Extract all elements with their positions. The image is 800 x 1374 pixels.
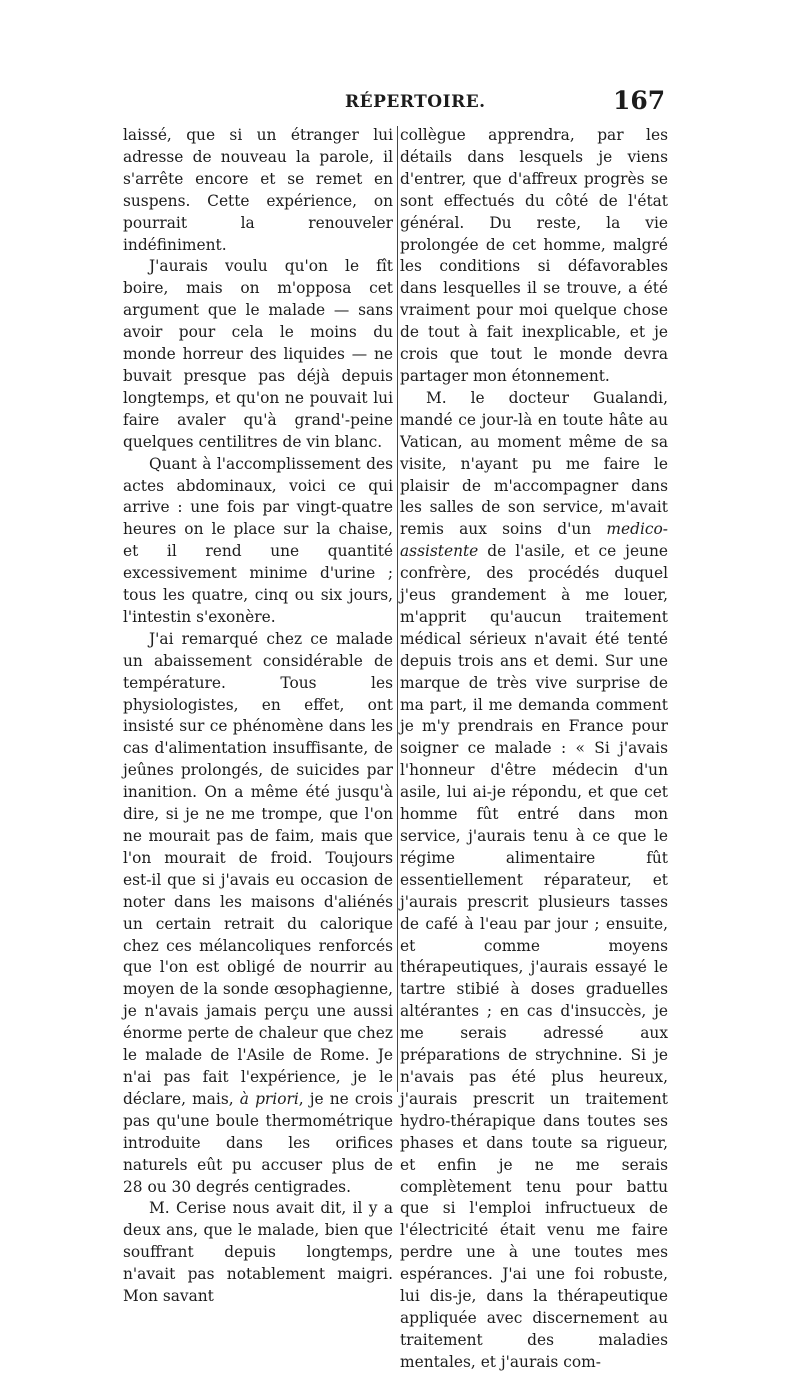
left-column [123, 125, 393, 1308]
text-run: de l'asile, et ce jeune confrère, des procédés duquel j'eus grandement à me louer, m'apprit qu'aucun traitement médical sérieux n'avait été tenté depuis trois ans et demi. Sur une marque de très vive surprise de ma part, il me demanda comment je m'y prendrais en France pour soigner ce malade : « Si j'avais l'honneur d'être médecin d'un asile, lui ai-je répondu, et que cet homme fût entré dans mon service, j'aurais tenu à ce que le régime alimentaire fût essentiellement réparateur, et j'aurais prescrit plusieurs tasses de café à l'eau par jour ; ensuite, et comme moyens thérapeutiques, j'aurais essayé le tartre stibié à doses graduelles altérantes ; en cas d'insuccès, je me serais adressé aux préparations de strychnine. Si je n'avais pas été plus heureux, j'aurais prescrit un traitement hydro-thérapique dans toutes ses phases et dans toute sa rigueur, et enfin je ne me serais complètement tenu pour battu que si l'emploi infructueux de l'électricité était venu me faire perdre une à une toutes mes espérances. J'ai une foi robuste, lui dis-je, dans la thérapeutique appliquée avec discernement au traitement des maladies mentales, et j'aurais com- [400, 542, 668, 1371]
text-run: M. le docteur Gualandi, mandé ce jour-là en toute hâte au Vatican, au moment même de sa visite, n'ayant pu me faire le plaisir de m'accompagner dans les salles de son service, m'avait remis aux soins d'un [400, 388, 668, 539]
italic-term: medico-assistente [400, 520, 668, 561]
text-run: , je ne crois pas qu'une boule thermométrique introduite dans les orifices naturels eût pu accuser plus de 28 ou 30 degrés centigrades. [123, 1089, 393, 1196]
paragraph [400, 388, 668, 1374]
italic-term: à priori [239, 1089, 299, 1108]
paragraph: Quant à l'accomplissement des actes abdominaux, voici ce qui arrive : une fois par vingt-quatre heures on le place sur la chaise, et il rend une quantité excessivement minime d'urine ; tous les quatre, cinq ou six jours, l'intestin s'exonère. [123, 454, 393, 626]
paragraph: J'aurais voulu qu'on le fît boire, mais on m'opposa cet argument que le malade — sans avoir pour cela le moins du monde horreur des liquides — ne buvait presque pas déjà depuis longtemps, et qu'on ne pouvait lui faire avaler qu'à grand'-peine quelques centilitres de vin blanc. [123, 257, 393, 451]
running-title: RÉPERTOIRE. [345, 92, 486, 112]
page-number: 167 [613, 86, 666, 115]
paragraph: M. Cerise nous avait dit, il y a deux ans, que le malade, bien que souffrant depuis longtemps, n'avait pas notablement maigri. Mon savant [123, 1199, 393, 1306]
paragraph: laissé, que si un étranger lui adresse de nouveau la parole, il s'arrête encore et se remet en suspens. Cette expérience, on pourrait la renouveler indéfiniment. [123, 126, 393, 254]
paragraph [123, 629, 393, 1199]
right-column [400, 125, 668, 1374]
text-run: J'ai remarqué chez ce malade un abaissement considérable de température. Tous les physiologistes, en effet, ont insisté sur ce phénomène dans les cas d'alimentation insuffisante, de jeûnes prolongés, de suicides par inanition. On a même été jusqu'à dire, si je ne me trompe, que l'on ne mourait pas de faim, mais que l'on mourait de froid. Toujours est-il que si j'avais eu occasion de noter dans les maisons d'aliénés un certain retrait du calorique chez ces mélancoliques renforcés que l'on est obligé de nourrir au moyen de la sonde œsophagienne, je n'avais jamais perçu une aussi énorme perte de chaleur que chez le malade de l'Asile de Rome. Je n'ai pas fait l'expérience, je le déclare, mais, [123, 629, 393, 1108]
paragraph: collègue apprendra, par les détails dans lesquels je viens d'entrer, que d'affreux progrès se sont effectués du côté de l'état général. Du reste, la vie prolongée de cet homme, malgré les conditions si défavorables dans lesquelles il se trouve, a été vraiment pour moi quelque chose de tout à fait inexplicable, et je crois que tout le monde devra partager mon étonnement. [400, 126, 668, 385]
column-divider [397, 126, 398, 1092]
